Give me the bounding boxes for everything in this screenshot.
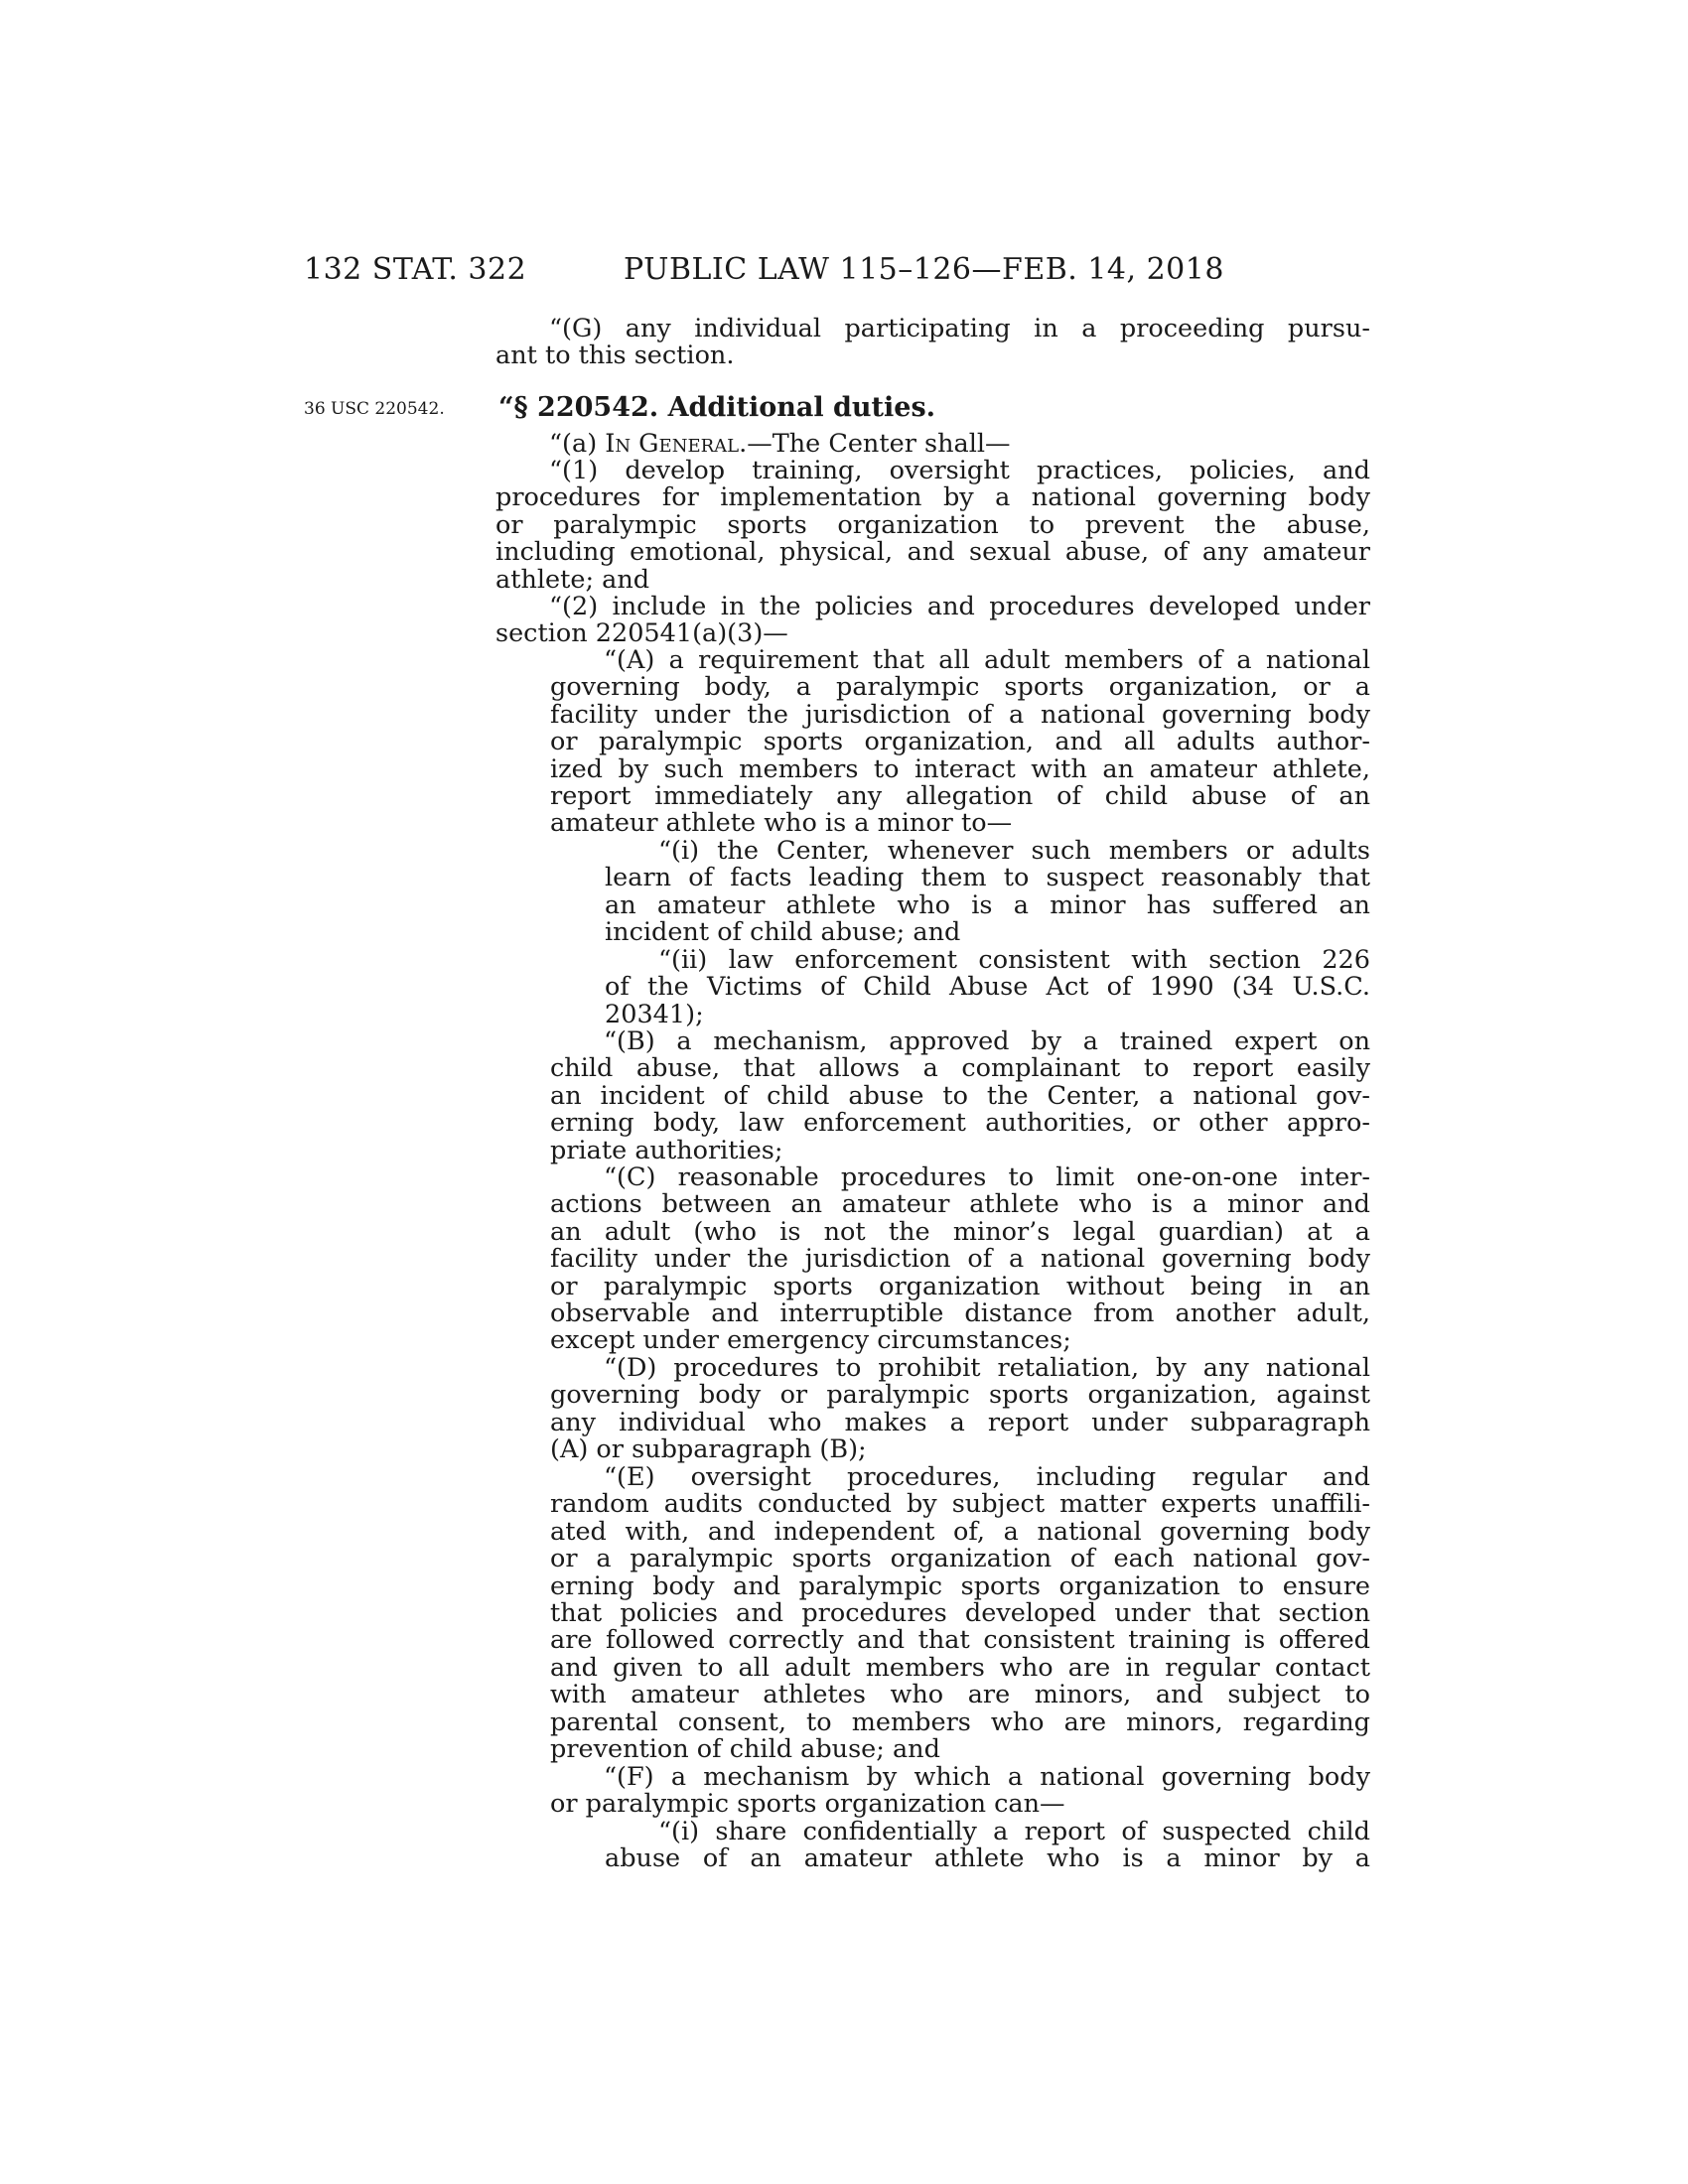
text-line: incident of child abuse; and	[605, 917, 961, 948]
text-line: and given to all adult members who are in regular contact	[550, 1652, 1370, 1683]
text-line: learn of facts leading them to suspect reasonably that	[605, 863, 1370, 893]
subparagraph-f	[550, 1762, 1370, 1820]
text-line: “(2) include in the policies and procedures developed under	[549, 592, 1370, 621]
text-line: “(F) a mechanism by which a national governing body	[604, 1762, 1370, 1792]
paragraph-1	[495, 456, 1370, 595]
text-line: facility under the jurisdiction of a national governing body	[550, 1244, 1370, 1275]
text-line: “(ii) law enforcement consistent with section 226	[658, 945, 1370, 975]
subsection-a-intro	[549, 431, 1370, 458]
text-line: “(i) the Center, whenever such members or adults	[658, 836, 1370, 866]
text-line: “(1) develop training, oversight practices, policies, and	[549, 456, 1370, 485]
text-line: except under emergency circumstances;	[550, 1325, 1071, 1356]
text-line: or a paralympic sports organization of each national gov-	[550, 1544, 1370, 1574]
text-line: of the Victims of Child Abuse Act of 1990 (34 U.S.C.	[605, 972, 1370, 1003]
text-line: report immediately any allegation of child abuse of an	[550, 780, 1370, 811]
text-line: governing body, a paralympic sports organization, or a	[550, 672, 1370, 703]
text-line: child abuse, that allows a complainant to report easily	[550, 1053, 1370, 1084]
subparagraph-a	[550, 645, 1370, 839]
clause-f-i	[605, 1817, 1370, 1874]
text-line: (A) or subparagraph (B);	[550, 1434, 867, 1465]
section-heading: “§ 220542. Additional duties.	[498, 392, 936, 423]
text-line: or paralympic sports organization can—	[550, 1789, 1065, 1820]
subparagraph-e	[550, 1462, 1370, 1764]
subparagraph-b	[550, 1026, 1370, 1165]
text-line: or paralympic sports organization, and all adults author-	[550, 727, 1370, 757]
subsection-rest: .—The Center shall—	[739, 429, 1011, 459]
clause-a-i	[605, 836, 1370, 948]
subparagraph-d	[550, 1353, 1370, 1465]
text-line: including emotional, physical, and sexual abuse, of any amateur	[495, 537, 1370, 568]
text-line: “(C) reasonable procedures to limit one-on-one inter-	[604, 1162, 1370, 1192]
text-line: ized by such members to interact with an amateur athlete,	[550, 753, 1370, 784]
statute-page-reference: 132 STAT. 322	[304, 252, 527, 287]
text-line: an amateur athlete who is a minor has suffered an	[605, 889, 1370, 920]
text-line: parental consent, to members who are minors, regarding	[550, 1706, 1370, 1737]
paragraph-2	[495, 592, 1370, 649]
text-line: facility under the jurisdiction of a national governing body	[550, 699, 1370, 730]
paragraph-g	[495, 314, 1370, 371]
text-line: random audits conducted by subject matter experts unaffili-	[550, 1489, 1370, 1520]
text-line: “(E) oversight procedures, including regular and	[604, 1462, 1370, 1492]
text-line: “(G) any individual participating in a proceeding pursu-	[549, 314, 1370, 343]
text-line: ated with, and independent of, a national governing body	[550, 1516, 1370, 1547]
text-line: an adult (who is not the minor’s legal guardian) at a	[550, 1216, 1370, 1247]
text-line: any individual who makes a report under subparagraph	[550, 1407, 1370, 1437]
text-line: are followed correctly and that consistent training is offered	[550, 1625, 1370, 1656]
text-line: erning body, law enforcement authorities, or other appro-	[550, 1108, 1370, 1139]
text-line: observable and interruptible distance from another adult,	[550, 1297, 1370, 1328]
text-line: that policies and procedures developed under that section	[550, 1597, 1370, 1628]
text-line	[549, 431, 1370, 458]
subsection-open: “(a)	[549, 429, 606, 459]
margin-citation: 36 USC 220542.	[304, 399, 445, 419]
text-line: or paralympic sports organization to prevent the abuse,	[495, 509, 1370, 540]
text-line: with amateur athletes who are minors, and subject to	[550, 1680, 1370, 1710]
text-line: priate authorities;	[550, 1135, 783, 1165]
text-line: procedures for implementation by a national governing body	[495, 482, 1370, 513]
text-line: an incident of child abuse to the Center, a national gov-	[550, 1080, 1370, 1111]
text-line: “(i) share confidentially a report of suspected child	[658, 1817, 1370, 1846]
running-header-title: PUBLIC LAW 115–126—FEB. 14, 2018	[624, 252, 1224, 287]
clause-a-ii	[605, 945, 1370, 1029]
subparagraph-c	[550, 1162, 1370, 1356]
text-line: or paralympic sports organization without being in an	[550, 1271, 1370, 1301]
text-line: 20341);	[605, 999, 704, 1029]
text-line: section 220541(a)(3)—	[495, 618, 788, 649]
text-line: erning body and paralympic sports organization to ensure	[550, 1570, 1370, 1601]
text-line: “(B) a mechanism, approved by a trained expert on	[604, 1026, 1370, 1056]
text-line: “(A) a requirement that all adult members of a national	[604, 645, 1370, 675]
text-line: amateur athlete who is a minor to—	[550, 808, 1013, 839]
subsection-heading: In General	[605, 429, 740, 459]
text-line: “(D) procedures to prohibit retaliation, by any national	[604, 1353, 1370, 1383]
text-line: actions between an amateur athlete who is a minor and	[550, 1189, 1370, 1220]
text-line: governing body or paralympic sports organization, against	[550, 1380, 1370, 1411]
text-line: prevention of child abuse; and	[550, 1733, 940, 1764]
text-line: athlete; and	[495, 564, 650, 595]
text-line: ant to this section.	[495, 341, 735, 371]
text-line: abuse of an amateur athlete who is a minor by a	[605, 1843, 1370, 1874]
